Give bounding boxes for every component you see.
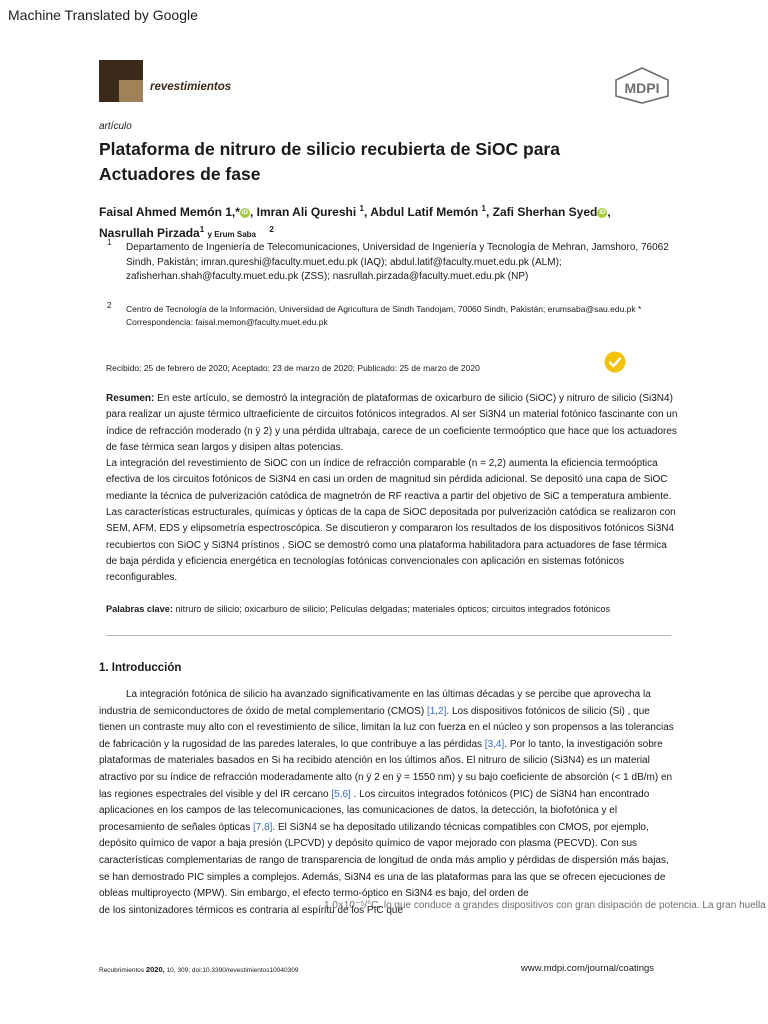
affiliation-1: Departamento de Ingeniería de Telecomunicaciones, Universidad de Ingeniería y Tecnología de Mehran, Jamshoro, 76062 Sindh, Pakistán; imran.qureshi@faculty.muet.edu.pk (IAQ); abdul.latif@faculty.muet.edu.pk (ALM); zafisherhan.shah@faculty.muet.edu.pk (ZSS); nasrullah.pirzada@faculty.muet.edu.pk (NP) [126, 242, 669, 282]
check-updates-icon[interactable] [604, 351, 626, 373]
affiliation-number: 2 [107, 301, 112, 310]
author-2[interactable]: , Imran Ali Qureshi [249, 205, 357, 219]
paper-title: Plataforma de nitruro de silicio recubierta de SiOC para Actuadores de fase [99, 139, 560, 184]
affiliation-2: Centro de Tecnología de la Información, Universidad de Agricultura de Sindh Tandojam, 70060 Sindh, Pakistán; erumsaba@sau.edu.pk * Correspondencia: faisal.memon@faculty.muet.edu.pk [126, 304, 642, 327]
keywords-text: nitruro de silicio; oxicarburo de silicio; Películas delgadas; materiales ópticos; circuitos integrados fotónicos [175, 604, 611, 614]
author-1[interactable]: Faisal Ahmed Memón 1,* [99, 205, 240, 219]
citation-link[interactable]: [1,2] [426, 705, 447, 717]
author-4[interactable]: , Zafi Sherhan Syed [486, 205, 598, 219]
abstract-label: Resumen: [106, 393, 155, 404]
section-heading: 1. Introducción [99, 662, 182, 674]
author-list: Faisal Ahmed Memón 1,* iD , Imran Ali Qureshi $^1$, Abdul Latif Memón $^1$, Zafi Sherhan Syed iD , Nasrullah Pirzada$^1$ y Erum Saba $^2$ [99, 204, 611, 240]
banner-text: Machine Translated by Google [8, 7, 198, 23]
abstract-paragraph-2: La integración del revestimiento de SiOC con un índice de refracción comparable (n = 2,2) aumenta la eficiencia termoóptica efectiva de los circuitos fotónicos de Si3N4 en casi un orden de magnitud sin pérdida adicional. Se depositó una capa de SiOC mediante la técnica de pulverización catódica de magnetrón de RF reactiva a partir del objetivo de SiC a temperatura ambiente. Las características estructurales, químicas y ópticas de la capa de SiOC depositada por pulverización catódica se realizaron con SEM, AFM, EDS y elipsometría espectroscópica. Se discutieron y compararon los resultados de los dispositivos fotónicos Si3N4 recubiertos con SiOC y Si3N4 prístinos . SiOC se demostró como una plataforma habilitadora para actuadores de fase térmica de baja pérdida y eficiencia energética en tecnologías fotónicas convencionales con aplicación en sistemas fotónicos reconfigurables. [106, 458, 676, 584]
abstract-paragraph-1: En este artículo, se demostró la integración de plataformas de oxicarburo de silicio (SiOC) y nitruro de silicio (Si3N4) para realizar un ajuste térmico ultraeficiente de circuitos fotónicos integrados. Al ser Si3N4 un material fotónico fascinante con un índice de refracción moderado (n ÿ 2) y una pérdida ultrabaja, carece de un coeficiente termoóptico que hace que los actuadores de fase térmica sean largos y disipen altas potencias. [106, 393, 678, 453]
journal-name: revestimientos [150, 81, 232, 93]
keywords-label: Palabras clave: [106, 604, 173, 614]
orcid-icon[interactable]: iD [599, 209, 606, 216]
author-6[interactable]: y Erum Saba [207, 230, 256, 239]
mdpi-logo-text: MDPI [624, 80, 660, 96]
mdpi-logo [612, 66, 672, 104]
translation-banner [0, 0, 768, 30]
article-type: artículo [99, 121, 132, 132]
citation-link[interactable]: [7,8] [252, 821, 273, 833]
citation-footer: Recubrimientos 2020, 10, 309; doi:10.3390/revestimientos10040309 [99, 965, 299, 974]
citation-link[interactable]: [5,6] [331, 788, 351, 800]
abstract [106, 391, 678, 587]
keywords [106, 604, 686, 614]
overlapping-text: 1.0×10⁻⁵/°C, lo que conduce a grandes dispositivos con gran disipación de potencia. La gran huella [324, 900, 766, 911]
affiliation-number: 1 [107, 238, 112, 247]
orcid-icon[interactable]: iD [241, 209, 248, 216]
divider [106, 635, 671, 636]
author-5[interactable]: Nasrullah Pirzada [99, 226, 200, 240]
publication-dates: Recibido: 25 de febrero de 2020; Aceptado: 23 de marzo de 2020; Publicado: 25 de marzo de 2020 [106, 363, 480, 373]
citation-link[interactable]: [3,4] [484, 738, 505, 750]
journal-url[interactable]: www.mdpi.com/journal/coatings [521, 963, 655, 974]
author-3[interactable]: , Abdul Latif Memón [363, 205, 479, 219]
journal-logo [99, 60, 143, 102]
introduction-paragraph: La integración fotónica de silicio ha avanzado significativamente en las últimas décadas y se percibe que aprovecha la industria de semiconductores de óxido de metal complementario (CMOS) [1,2]. Los dispositivos fotónicos de silicio (Si) , que tienen un contraste muy alto con el revestimiento de sílice, limitan la luz con fuerza en el núcleo y son propensos a las tolerancias de fabricación y la rugosidad de las paredes laterales, lo que contribuye a las pérdidas [3,4]. Por lo tanto, la investigación sobre plataformas de materiales basados en Si ha recibido atención en los últimos años. El nitruro de silicio (Si3N4) es un material atractivo por su índice de refracción moderadamente alto (n ÿ 2 en ÿ = 1550 nm) y su bajo coeficiente de absorción (< 1 dB/m) en las regiones espectrales del visible y del IR cercano [5,6] . Los circuitos integrados fotónicos (PIC) de Si3N4 han encontrado aplicaciones en los campos de las telecomunicaciones, las comunicaciones de datos, la detección, la biofotónica y el procesamiento de señales ópticas [7,8]. El Si3N4 se ha depositado utilizando técnicas compatibles con CMOS, por ejemplo, depósito químico de vapor a baja presión (LPCVD) y depósito químico de vapor mejorado con plasma (PECVD). Con sus características complementarias de rango de transparencia de longitud de onda más amplio y pérdidas de dispersión más bajas, se han demostrado PIC simples a complejos. Además, Si3N4 es una de las plataformas para las que se ofrecen ejecuciones de obleas multiproyecto (MPW). Sin embargo, el efecto termo-óptico en Si3N4 es bajo, del orden de de los sintonizadores térmicos es contraria al espíritu de los PIC que [99, 689, 674, 916]
